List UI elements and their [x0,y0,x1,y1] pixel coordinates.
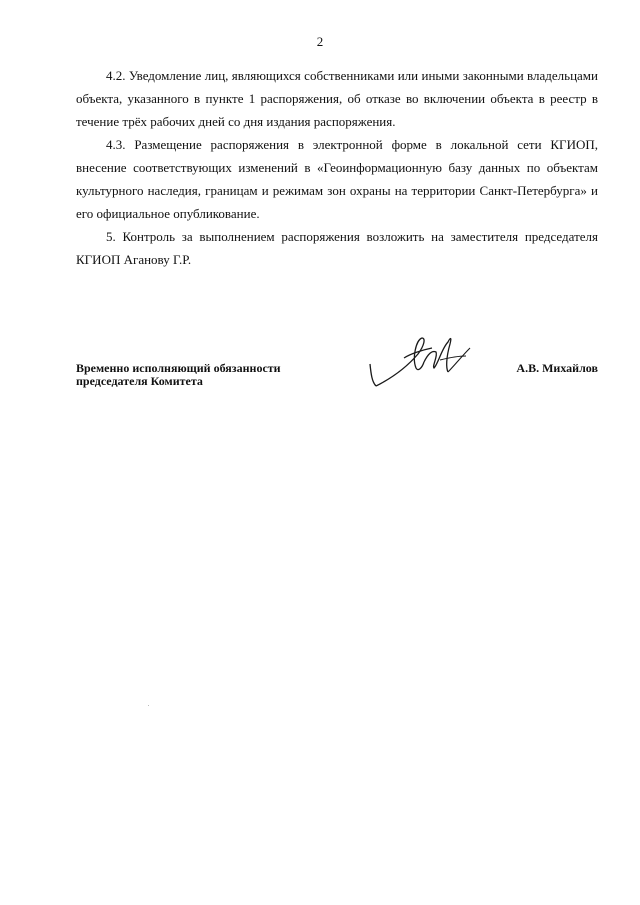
paragraph-5: 5. Контроль за выполнением распоряжения возложить на заместителя председателя КГИОП Аганову Г.Р. [76,229,598,267]
signatory-name: А.В. Михайлов [516,361,598,375]
page-number: 2 [316,34,324,49]
paragraph-4-2: 4.2. Уведомление лиц, являющихся собственниками или иными законными владельцами объекта, указанного в пункте 1 распоряжения, об отказе во включении объекта в реестр в течение трёх рабочих дней со дня издания распоряжения. [76,68,598,129]
paragraph-4-3: 4.3. Размещение распоряжения в электронной форме в локальной сети КГИОП, внесение соответствующих изменений в «Геоинформационную базу данных по объектам культурного наследия, границам и режимам зон охраны на территории Санкт-Петербурга» и его официальное опубликование. [76,137,598,221]
signatory-position-line-2: председателя Комитета [76,374,203,388]
scan-speck [148,705,149,706]
signatory-position-line-1: Временно исполняющий обязанности [76,361,281,375]
handwritten-signature-icon [362,328,474,390]
document-body [76,64,598,271]
signatory-position [76,362,281,388]
